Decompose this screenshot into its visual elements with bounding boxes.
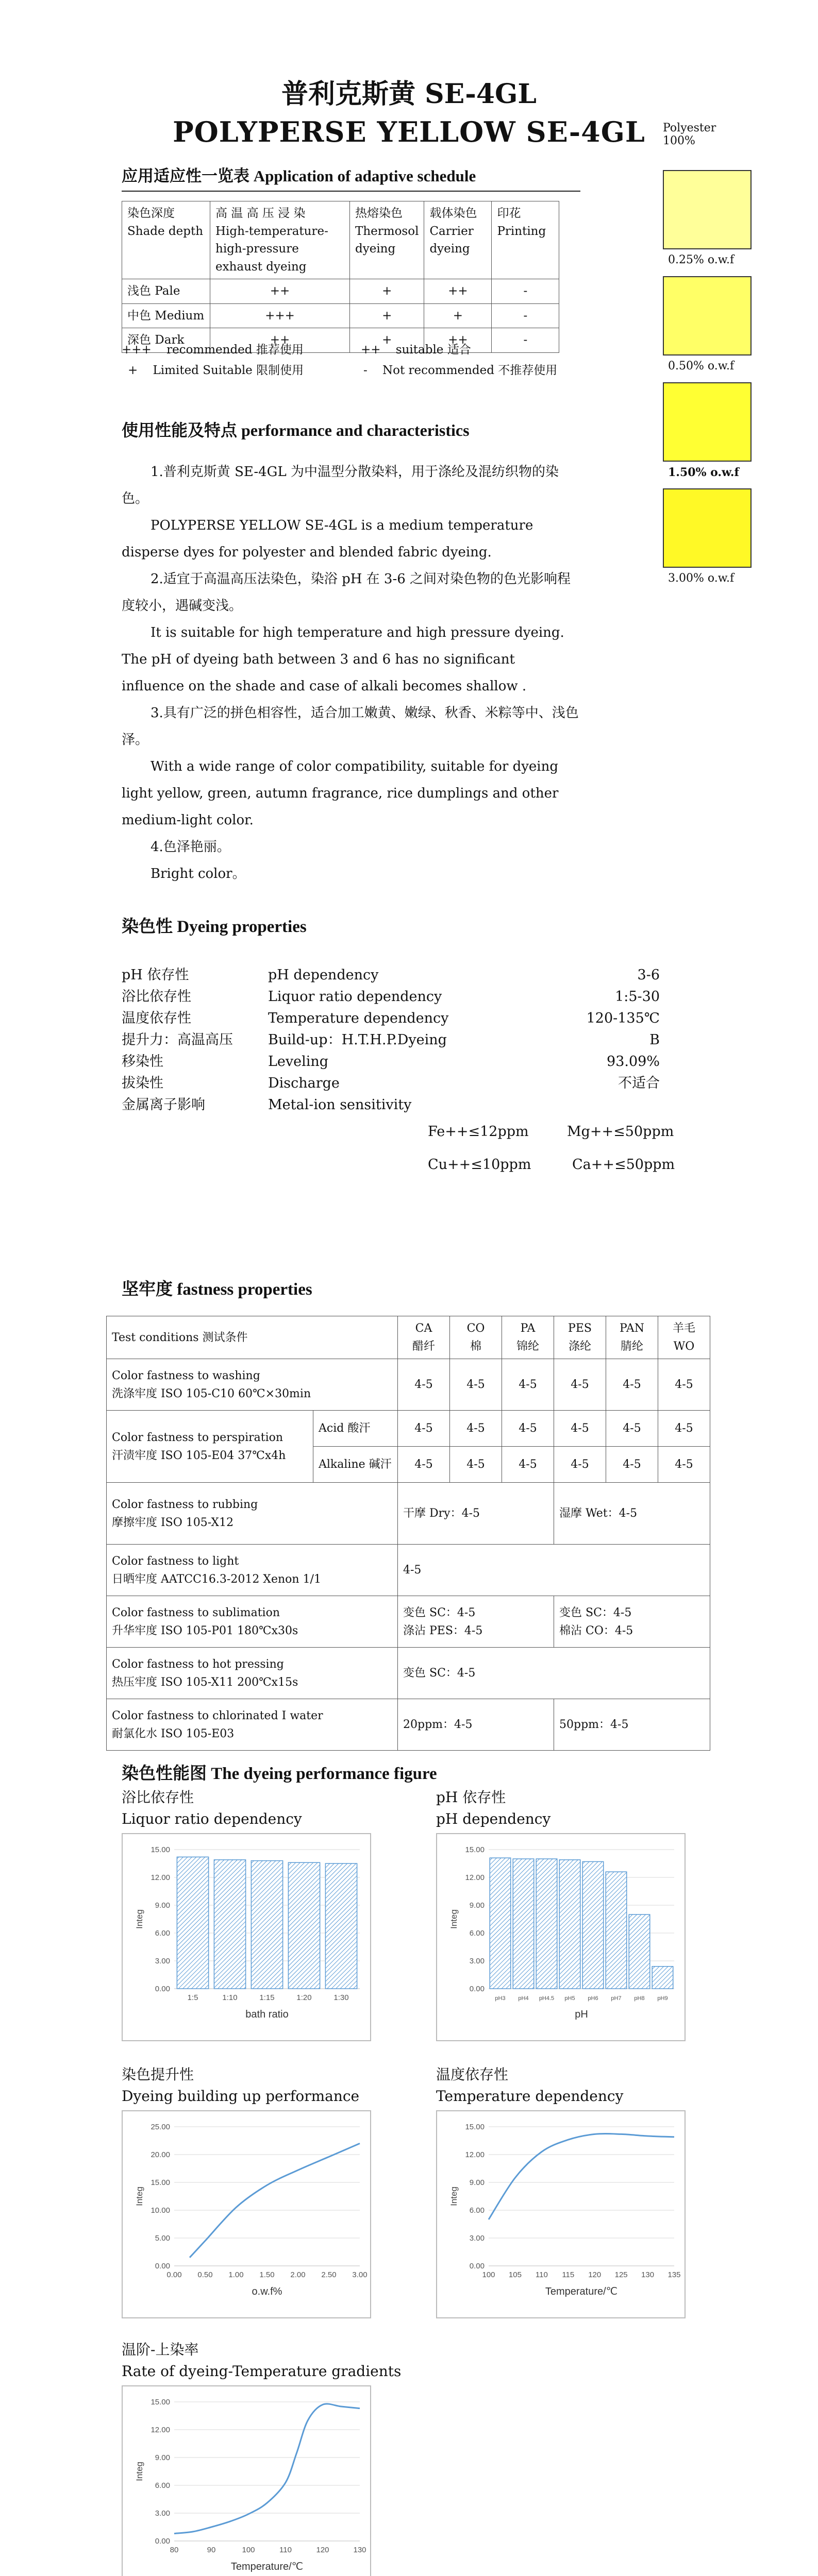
test-name: Color fastness to chlorinated I water 耐氯化水 ISO 105-E03	[107, 1699, 398, 1751]
col-header: 热熔染色 Thermosol dyeing	[350, 201, 424, 279]
y-tick-label: 15.00	[465, 2123, 485, 2131]
y-tick-label: 10.00	[151, 2206, 170, 2215]
metal-fe: Fe++≤12ppm	[428, 1124, 529, 1140]
table-cell: 4-5	[658, 1359, 710, 1411]
paragraph: It is suitable for high temperature and high pressure dyeing. The pH of dyeing bath between 3 and 6 has no significant influence on the shade and case of alkali becomes shallow .	[122, 625, 564, 694]
dyeing-property-cell: pH dependency	[268, 967, 379, 983]
table-cell: ++	[424, 279, 492, 304]
title-cn: 普利克斯黄 SE-4GL	[281, 78, 537, 110]
y-axis-label: Integ	[135, 1909, 144, 1929]
x-tick-label: 80	[170, 2546, 179, 2554]
col-header: 印花 Printing	[492, 201, 559, 279]
y-tick-label: 0.00	[155, 2262, 170, 2270]
bar	[251, 1861, 282, 1989]
fiber-header: CO 棉	[450, 1316, 502, 1359]
bar	[536, 1859, 557, 1989]
paragraph: Bright color。	[151, 866, 246, 882]
x-tick-label: pH9	[657, 1995, 668, 2002]
table-cell: 变色 SC：4-5 棉沾 CO：4-5	[554, 1596, 710, 1648]
fiber-header: 羊毛 WO	[658, 1316, 710, 1359]
series-line	[489, 2133, 674, 2219]
bar	[629, 1914, 650, 1989]
dyeing-property-cell: Discharge	[268, 1075, 340, 1091]
x-tick-label: 115	[562, 2270, 575, 2279]
bar	[652, 1967, 673, 1989]
table-cell: 干摩 Dry：4-5	[398, 1483, 554, 1545]
table-row	[107, 1411, 710, 1447]
performance-text	[122, 459, 580, 887]
swatch-label: 0.50% o.w.f	[668, 360, 734, 372]
color-swatch	[663, 382, 752, 462]
y-axis-label: Integ	[135, 2187, 144, 2206]
table-cell: 变色 SC：4-5	[398, 1648, 710, 1699]
x-tick-label: 0.00	[166, 2270, 182, 2279]
y-axis-label: Integ	[449, 1909, 459, 1929]
rate-temperature-chart	[122, 2385, 371, 2576]
table-cell: ++	[424, 328, 492, 353]
table-cell: 4-5	[606, 1411, 658, 1447]
metal-ca: Ca++≤50ppm	[572, 1157, 675, 1173]
table-header-row	[122, 201, 559, 279]
bar	[490, 1858, 511, 1989]
x-tick-label: 135	[667, 2270, 681, 2279]
table-cell: 50ppm：4-5	[554, 1699, 710, 1751]
series-line	[174, 2404, 360, 2534]
bar	[559, 1860, 580, 1989]
bar	[325, 1863, 357, 1989]
table-row	[107, 1359, 710, 1411]
table-cell: -	[492, 328, 559, 353]
y-tick-label: 0.00	[155, 1985, 170, 1993]
y-tick-label: 6.00	[155, 2481, 170, 2490]
legend-item: ++ suitable 适合	[361, 343, 471, 357]
col-header: 载体染色 Carrier dyeing	[424, 201, 492, 279]
y-axis-label: Integ	[449, 2187, 459, 2206]
table-cell: 4-5	[502, 1359, 554, 1411]
dyeing-property-cell: 93.09%	[607, 1054, 660, 1070]
temperature-chart	[436, 2110, 686, 2318]
fiber-header: PAN 腈纶	[606, 1316, 658, 1359]
y-tick-label: 9.00	[469, 1901, 485, 1910]
series-line	[190, 2143, 360, 2257]
y-tick-label: 12.00	[151, 2426, 170, 2434]
x-tick-label: 0.50	[197, 2270, 213, 2279]
bar	[513, 1859, 534, 1989]
table-cell: 4-5	[398, 1545, 710, 1596]
ph-dependency-chart	[436, 1833, 686, 2041]
table-cell: 4-5	[658, 1411, 710, 1447]
divider	[122, 191, 580, 192]
test-name: Color fastness to washing 洗涤牢度 ISO 105-C10 60℃×30min	[107, 1359, 398, 1411]
table-cell: 4-5	[554, 1447, 606, 1483]
sub-label: Acid 酸汗	[313, 1411, 398, 1447]
x-tick-label: 120	[316, 2546, 329, 2554]
table-cell: 4-5	[606, 1447, 658, 1483]
x-tick-label: pH6	[588, 1995, 598, 2002]
application-table	[122, 201, 559, 353]
y-tick-label: 15.00	[465, 1845, 485, 1854]
table-row	[107, 1596, 710, 1648]
table-cell: 4-5	[658, 1447, 710, 1483]
table-cell: 4-5	[398, 1359, 450, 1411]
y-tick-label: 3.00	[469, 2234, 485, 2243]
table-cell: -	[492, 303, 559, 328]
fiber-header: CA 醋纤	[398, 1316, 450, 1359]
chart-title: 浴比依存性 Liquor ratio dependency	[122, 1789, 302, 1827]
test-name: Color fastness to hot pressing 热压牢度 ISO 105-X11 200℃x15s	[107, 1648, 398, 1699]
x-tick-label: pH4	[518, 1995, 529, 2002]
swatch-label: 0.25% o.w.f	[668, 253, 734, 266]
legend-item: +++ recommended 推荐使用	[122, 343, 304, 357]
y-tick-label: 0.00	[469, 2262, 485, 2270]
y-tick-label: 6.00	[155, 1929, 170, 1938]
y-tick-label: 9.00	[155, 1901, 170, 1910]
x-tick-label: 125	[614, 2270, 628, 2279]
x-tick-label: 130	[641, 2270, 655, 2279]
table-cell: +++	[210, 303, 350, 328]
paragraph: 2.适宜于高温高压法染色，染浴 pH 在 3-6 之间对染色物的色光影响程度较小，遇碱变浅。	[122, 571, 571, 614]
swatch-label: 1.50% o.w.f	[668, 466, 739, 479]
table-row	[107, 1483, 710, 1545]
table-cell: 4-5	[450, 1411, 502, 1447]
dyeing-property-cell: Temperature dependency	[268, 1010, 449, 1026]
color-swatch	[663, 276, 752, 355]
dyeing-property-cell: 移染性	[122, 1054, 163, 1070]
color-swatch	[663, 488, 752, 568]
table-cell: +	[350, 328, 424, 353]
table-cell: 湿摩 Wet：4-5	[554, 1483, 710, 1545]
x-tick-label: 1:15	[259, 1993, 275, 2002]
bar	[177, 1857, 208, 1989]
x-tick-label: pH5	[564, 1995, 575, 2002]
y-tick-label: 9.00	[155, 2453, 170, 2462]
swatch-header: Polyester	[663, 122, 716, 134]
application-heading: 应用适应性一览表 Application of adaptive schedule	[122, 167, 476, 185]
dyeing-property-cell: Liquor ratio dependency	[268, 989, 442, 1005]
table-cell: 4-5	[450, 1359, 502, 1411]
color-swatch	[663, 170, 752, 249]
table-cell: +	[350, 303, 424, 328]
y-tick-label: 15.00	[151, 2178, 170, 2187]
figures-heading: 染色性能图 The dyeing performance figure	[122, 1765, 437, 1783]
swatch-column	[663, 122, 756, 147]
y-tick-label: 15.00	[151, 1845, 170, 1854]
x-axis-label: o.w.f%	[252, 2286, 282, 2297]
paragraph: With a wide range of color compatibility, suitable for dyeing light yellow, green, autumn fragrance, rice dumplings and other medium-light color.	[122, 759, 559, 828]
x-axis-label: Temperature/℃	[230, 2561, 304, 2572]
chart-title: 染色提升性 Dyeing building up performance	[122, 2066, 360, 2105]
paragraph: 3.具有广泛的拼色相容性，适合加工嫩黄、嫩绿、秋香、米粽等中、浅色泽。	[122, 705, 579, 748]
y-tick-label: 12.00	[465, 2150, 485, 2159]
metal-cu: Cu++≤10ppm	[428, 1157, 531, 1173]
x-tick-label: 1:10	[222, 1993, 238, 2002]
y-tick-label: 6.00	[469, 2206, 485, 2215]
y-tick-label: 15.00	[151, 2398, 170, 2406]
paragraph: 4.色泽艳丽。	[151, 839, 230, 855]
shade-cell: 深色 Dark	[122, 328, 210, 353]
table-cell: 4-5	[450, 1447, 502, 1483]
table-row	[122, 303, 559, 328]
dyeing-property-cell: Leveling	[268, 1054, 329, 1070]
metal-mg: Mg++≤50ppm	[567, 1124, 674, 1140]
table-cell: -	[492, 279, 559, 304]
test-name: Color fastness to light 日晒牢度 AATCC16.3-2012 Xenon 1/1	[107, 1545, 398, 1596]
table-cell: +	[424, 303, 492, 328]
dyeing-property-cell: pH 依存性	[122, 967, 189, 983]
y-tick-label: 20.00	[151, 2150, 170, 2159]
x-tick-label: 90	[207, 2546, 216, 2554]
dyeing-property-cell: Build-up：H.T.H.P.Dyeing	[268, 1032, 447, 1048]
x-tick-label: 100	[482, 2270, 495, 2279]
test-conditions-header: Test conditions 测试条件	[107, 1316, 398, 1359]
buildup-chart	[122, 2110, 371, 2318]
test-name: Color fastness to sublimation 升华牢度 ISO 105-P01 180℃x30s	[107, 1596, 398, 1648]
x-tick-label: 105	[508, 2270, 522, 2279]
x-tick-label: 130	[353, 2546, 366, 2554]
y-tick-label: 25.00	[151, 2123, 170, 2131]
chart-title: 温阶-上染率 Rate of dyeing-Temperature gradients	[122, 2341, 402, 2380]
dyeing-property-cell: 金属离子影响	[122, 1097, 205, 1113]
shade-cell: 浅色 Pale	[122, 279, 210, 304]
x-tick-label: 110	[535, 2270, 548, 2279]
fastness-table	[106, 1316, 710, 1751]
table-header-row	[107, 1316, 710, 1359]
dyeing-property-cell: Metal-ion sensitivity	[268, 1097, 412, 1113]
bar	[606, 1872, 627, 1989]
y-axis-label: Integ	[135, 2462, 144, 2481]
table-cell: 4-5	[554, 1411, 606, 1447]
table-cell: 4-5	[502, 1447, 554, 1483]
table-row	[107, 1648, 710, 1699]
y-tick-label: 3.00	[469, 1957, 485, 1965]
y-tick-label: 0.00	[155, 2537, 170, 2546]
x-tick-label: 110	[279, 2546, 292, 2554]
swatch-label: 3.00% o.w.f	[668, 572, 734, 585]
performance-heading: 使用性能及特点 performance and characteristics	[122, 421, 470, 439]
x-tick-label: 120	[588, 2270, 602, 2279]
dyeing-property-cell: 120-135℃	[586, 1010, 660, 1026]
x-axis-label: bath ratio	[245, 2009, 289, 2020]
bar	[582, 1861, 604, 1989]
test-name: Color fastness to perspiration 汗渍牢度 ISO 105-E04 37℃x4h	[107, 1411, 313, 1483]
y-tick-label: 0.00	[469, 1985, 485, 1993]
x-tick-label: pH8	[634, 1995, 645, 2002]
x-tick-label: 1.00	[228, 2270, 244, 2279]
x-tick-label: 2.00	[290, 2270, 306, 2279]
x-tick-label: pH4.5	[539, 1995, 555, 2002]
x-tick-label: 1:5	[187, 1993, 198, 2002]
table-cell: ++	[210, 279, 350, 304]
legend-item: - Not recommended 不推荐使用	[363, 364, 558, 377]
chart-title: 温度依存性 Temperature dependency	[436, 2066, 624, 2105]
paragraph: POLYPERSE YELLOW SE-4GL is a medium temperature disperse dyes for polyester and blended fabric dyeing.	[122, 518, 533, 560]
dyeing-property-cell: 温度依存性	[122, 1010, 191, 1026]
x-axis-label: Temperature/℃	[545, 2286, 618, 2297]
y-tick-label: 6.00	[469, 1929, 485, 1938]
table-cell: ++	[210, 328, 350, 353]
sub-label: Alkaline 碱汗	[313, 1447, 398, 1483]
table-cell: 4-5	[398, 1447, 450, 1483]
y-tick-label: 3.00	[155, 1957, 170, 1965]
table-row	[107, 1699, 710, 1751]
x-tick-label: 1.50	[259, 2270, 275, 2279]
x-tick-label: 3.00	[352, 2270, 368, 2279]
paragraph: 1.普利克斯黄 SE-4GL 为中温型分散染料，用于涤纶及混纺织物的染色。	[122, 464, 559, 506]
dyeing-property-cell: 浴比依存性	[122, 989, 191, 1005]
dyeing-property-cell: 3-6	[637, 967, 660, 983]
x-tick-label: pH7	[611, 1995, 622, 2002]
dyeing-property-cell: 不适合	[618, 1075, 660, 1091]
x-tick-label: 100	[242, 2546, 255, 2554]
dyeing-properties-heading: 染色性 Dyeing properties	[122, 918, 307, 936]
x-tick-label: 2.50	[321, 2270, 337, 2279]
bar	[214, 1860, 245, 1989]
y-tick-label: 12.00	[151, 1873, 170, 1882]
table-cell: 4-5	[554, 1359, 606, 1411]
shade-cell: 中色 Medium	[122, 303, 210, 328]
x-tick-label: pH3	[495, 1995, 506, 2002]
dyeing-property-cell: 提升力：高温高压	[122, 1032, 233, 1048]
chart-title: pH 依存性 pH dependency	[436, 1789, 551, 1827]
y-tick-label: 12.00	[465, 1873, 485, 1882]
table-cell: 4-5	[606, 1359, 658, 1411]
table-cell: +	[350, 279, 424, 304]
table-cell: 变色 SC：4-5 涤沾 PES：4-5	[398, 1596, 554, 1648]
table-cell: 4-5	[398, 1411, 450, 1447]
dyeing-property-cell: B	[649, 1032, 660, 1048]
test-name: Color fastness to rubbing 摩擦牢度 ISO 105-X12	[107, 1483, 398, 1545]
table-row	[122, 279, 559, 304]
dyeing-property-cell: 拔染性	[122, 1075, 163, 1091]
table-cell: 4-5	[502, 1411, 554, 1447]
col-header: 染色深度 Shade depth	[122, 201, 210, 279]
x-tick-label: 1:30	[333, 1993, 349, 2002]
x-axis-label: pH	[575, 2009, 588, 2020]
col-header: 高 温 高 压 浸 染 High-temperature-high-pressure exhaust dyeing	[210, 201, 350, 279]
y-tick-label: 3.00	[155, 2509, 170, 2518]
table-row	[107, 1545, 710, 1596]
fiber-header: PES 涤纶	[554, 1316, 606, 1359]
dyeing-property-cell: 1:5-30	[615, 989, 660, 1005]
fastness-heading: 坚牢度 fastness properties	[122, 1280, 312, 1299]
title-en: POLYPERSE YELLOW SE-4GL	[173, 115, 645, 148]
bar	[288, 1862, 320, 1989]
legend-item: + Limited Suitable 限制使用	[128, 364, 304, 377]
y-tick-label: 9.00	[469, 2178, 485, 2187]
y-tick-label: 5.00	[155, 2234, 170, 2243]
x-tick-label: 1:20	[296, 1993, 312, 2002]
swatch-header: 100%	[663, 134, 695, 147]
liquor-ratio-chart	[122, 1833, 371, 2041]
fiber-header: PA 锦纶	[502, 1316, 554, 1359]
table-cell: 20ppm：4-5	[398, 1699, 554, 1751]
